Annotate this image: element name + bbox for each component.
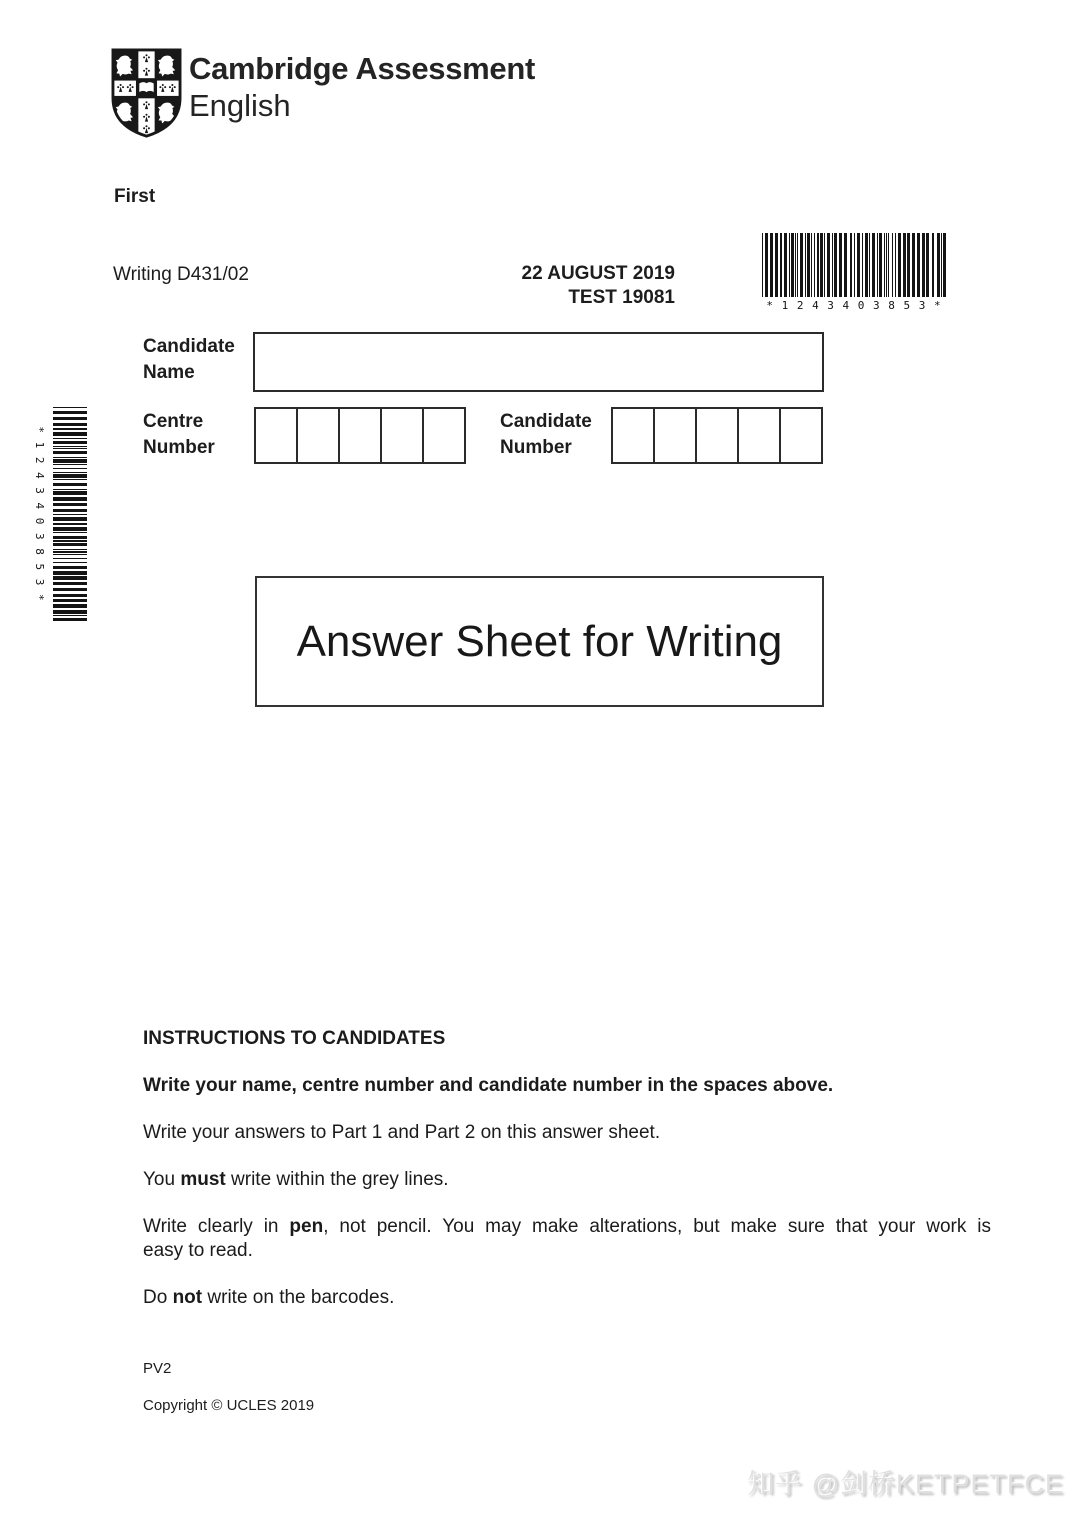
number-cell[interactable] <box>338 409 380 462</box>
number-cell[interactable] <box>653 409 695 462</box>
top-barcode <box>762 233 946 297</box>
instructions-section <box>143 1027 991 1333</box>
number-cell[interactable] <box>613 409 653 462</box>
qualification-label: First <box>114 186 156 207</box>
left-barcode <box>53 407 87 621</box>
instruction-paragraph: You must write within the grey lines. <box>143 1169 449 1190</box>
number-cell[interactable] <box>737 409 779 462</box>
number-cell[interactable] <box>779 409 821 462</box>
instruction-paragraph: Write your name, centre number and candidate number in the spaces above. <box>143 1075 834 1096</box>
logo-wordmark <box>189 50 535 124</box>
candidate-name-label: Candidate Name <box>143 336 235 383</box>
footer-copyright: Copyright © UCLES 2019 <box>143 1397 315 1414</box>
brand-line1: Cambridge Assessment <box>189 51 536 86</box>
candidate-number-cells <box>611 407 823 464</box>
title-box <box>255 576 824 707</box>
instruction-paragraph: Write your answers to Part 1 and Part 2 on this answer sheet. <box>143 1122 661 1143</box>
session-date: 22 AUGUST 2019 <box>521 263 675 284</box>
number-cell[interactable] <box>422 409 464 462</box>
number-cell[interactable] <box>380 409 422 462</box>
watermark: 知乎 @剑桥KETPETFCE <box>747 1469 1064 1499</box>
number-cell[interactable] <box>695 409 737 462</box>
instructions-paragraphs <box>143 1074 991 1310</box>
instructions-heading: INSTRUCTIONS TO CANDIDATES <box>143 1028 446 1049</box>
footer-version: PV2 <box>143 1360 172 1377</box>
centre-number-label: Centre Number <box>143 411 215 458</box>
number-cell[interactable] <box>256 409 296 462</box>
instruction-paragraph: Write clearly in pen, not pencil. You may make alterations, but make sure that your work is easy to read. <box>143 1216 992 1261</box>
candidate-number-label: Candidate Number <box>500 411 592 458</box>
candidate-name-input[interactable] <box>253 332 824 392</box>
session-block <box>375 262 675 310</box>
top-barcode-label: * 1 2 4 3 4 0 3 8 5 3 * <box>766 299 942 312</box>
number-cell[interactable] <box>296 409 338 462</box>
cambridge-shield-icon <box>110 48 183 145</box>
centre-number-cells <box>254 407 466 464</box>
paper-code: Writing D431/02 <box>113 264 249 285</box>
left-barcode-label: * 1 2 4 3 4 0 3 8 5 3 * <box>33 426 46 602</box>
session-test: TEST 19081 <box>568 287 675 308</box>
brand-line2: English <box>189 88 291 123</box>
instruction-paragraph: Do not write on the barcodes. <box>143 1287 395 1308</box>
sheet-title: Answer Sheet for Writing <box>296 616 783 666</box>
